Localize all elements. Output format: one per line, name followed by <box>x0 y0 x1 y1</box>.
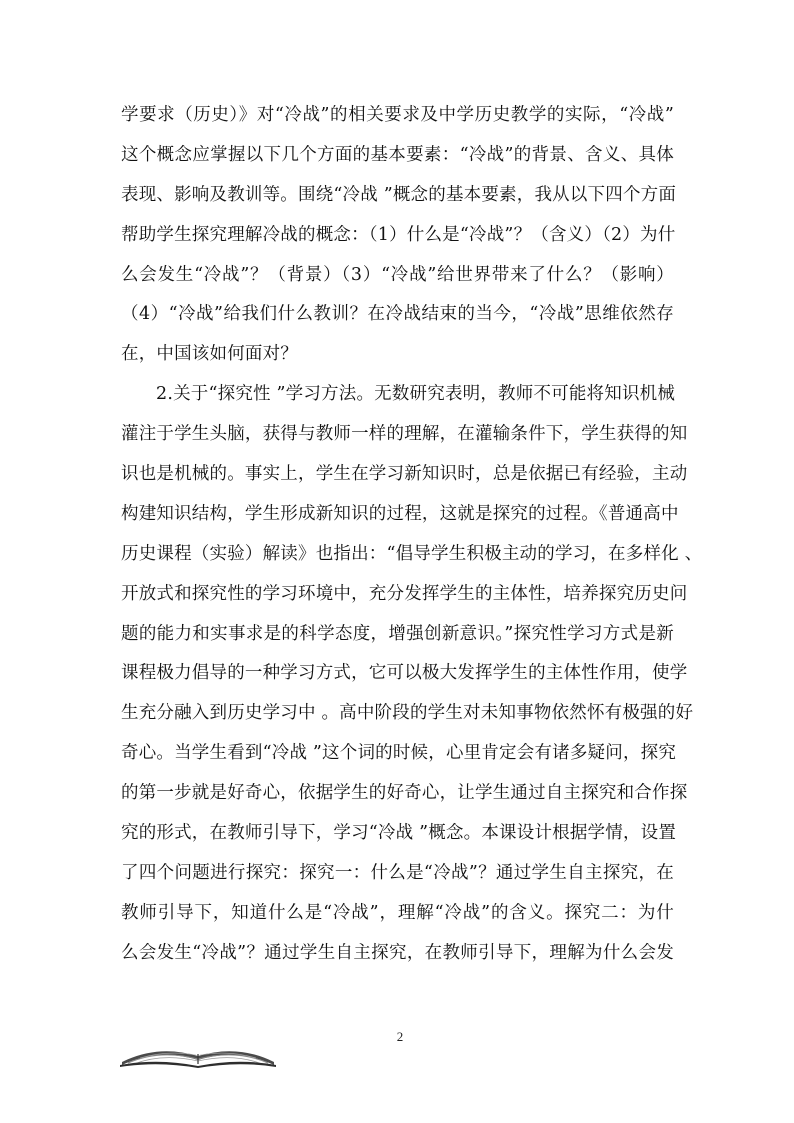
paragraph-1 <box>121 96 677 375</box>
text-line: 学要求（历史）》对“冷战”的相关要求及中学历史教学的实际，“冷战” <box>121 105 674 125</box>
text-line: 灌注于学生头脑，获得与教师一样的理解，在灌输条件下，学生获得的知 <box>121 424 688 445</box>
text-line: 了四个问题进行探究：探究一：什么是“冷战”？通过学生自主探究，在 <box>121 862 674 883</box>
text-line: 题的能力和实事求是的科学态度，增强创新意识。”探究性学习方式是新 <box>121 623 674 644</box>
text-line: 么会发生“冷战”？通过学生自主探究，在教师引导下，理解为什么会发 <box>121 942 674 963</box>
text-line: 在，中国该如何面对？ <box>121 344 298 365</box>
text-line: 生充分融入到历史学习中 。高中阶段的学生对未知事物依然怀有极强的好 <box>121 703 694 724</box>
text-line: 开放式和探究性的学习环境中，充分发挥学生的主体性，培养探究历史问 <box>121 583 688 604</box>
text-line: 表现、影响及教训等。围绕“冷战 ”概念的基本要素，我从以下四个方面 <box>121 184 677 205</box>
paragraph-2 <box>121 375 703 973</box>
text-line: 教师引导下，知道什么是“冷战”，理解“冷战”的含义。探究二：为什 <box>121 902 674 923</box>
open-book-icon <box>118 1034 278 1070</box>
text-line: 2.关于“探究性 ”学习方法。无数研究表明，教师不可能将知识机械 <box>156 384 676 405</box>
text-line: 帮助学生探究理解冷战的概念：（1）什么是“冷战”？（含义）（2）为什 <box>121 224 676 245</box>
text-line: 课程极力倡导的一种学习方式，它可以极大发挥学生的主体性作用，使学 <box>121 663 688 684</box>
text-line: 么会发生“冷战”？（背景）（3）“冷战”给世界带来了什么？（影响） <box>121 264 674 285</box>
document-body <box>121 96 703 974</box>
page-number: 2 <box>396 1029 404 1044</box>
text-line: （4）“冷战”给我们什么教训？在冷战结束的当今，“冷战”思维依然存 <box>121 304 674 325</box>
text-line: 这个概念应掌握以下几个方面的基本要素：“冷战”的背景、含义、具体 <box>121 144 674 165</box>
text-line: 历史课程（实验）解读》也指出：“倡导学生积极主动的学习，在多样化 、 <box>121 543 703 564</box>
text-line: 的第一步就是好奇心，依据学生的好奇心，让学生通过自主探究和合作探 <box>121 783 688 804</box>
text-line: 识也是机械的。事实上，学生在学习新知识时，总是依据已有经验，主动 <box>121 464 688 485</box>
text-line: 奇心。当学生看到“冷战 ”这个词的时候，心里肯定会有诸多疑问，探究 <box>121 743 677 764</box>
text-line: 构建知识结构，学生形成新知识的过程，这就是探究的过程。《普通高中 <box>121 503 679 524</box>
text-line: 究的形式，在教师引导下，学习“冷战 ”概念。本课设计根据学情，设置 <box>121 823 677 844</box>
page-footer <box>0 1020 794 1080</box>
